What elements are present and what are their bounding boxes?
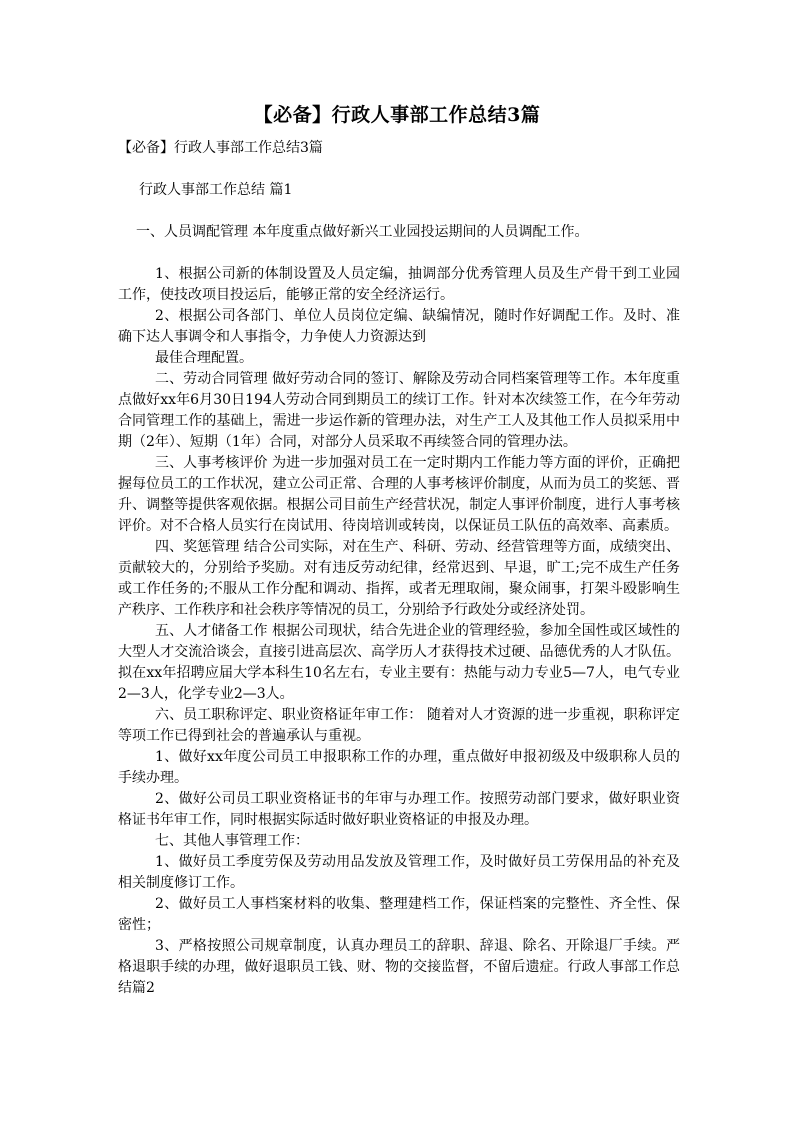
paragraph: 1、做好员工季度劳保及劳动用品发放及管理工作，及时做好员工劳保用品的补充及相关制度修订工作。: [118, 854, 680, 891]
paragraph: 1、做好xx年度公司员工申报职称工作的办理，重点做好申报初级及中级职称人员的手续办理。: [118, 749, 680, 786]
paragraph: 2、做好员工人事档案材料的收集、整理建档工作，保证档案的完整性、齐全性、保密性；: [118, 896, 680, 933]
paragraph: 四、奖惩管理 结合公司实际，对在生产、科研、劳动、经营管理等方面，成绩突出、贡献较大的，分别给予奖励。对有违反劳动纪律，经常迟到、早退，旷工;完不成生产任务或工作任务的;不服从工作分配和调动、指挥，或者无理取闹，聚众闹事，打架斗殴影响生产秩序、工作秩序和社会秩序等情况的员工，分别给予行政处分或经济处罚。: [118, 539, 680, 618]
paragraph: 一、人员调配管理 本年度重点做好新兴工业园投运期间的人员调配工作。: [136, 224, 589, 240]
paragraph: 二、劳动合同管理 做好劳动合同的签订、解除及劳动合同档案管理等工作。本年度重点做好xx年6月30日194人劳动合同到期员工的续订工作。针对本次续签工作，在今年劳动合同管理工作的基础上，需进一步运作新的管理办法，对生产工人及其他工作人员拟采用中期（2年）、短期（1年）合同，对部分人员采取不再续签合同的管理办法。: [118, 371, 680, 450]
paragraph: 3、严格按照公司规章制度，认真办理员工的辞职、辞退、除名、开除退厂手续。严格退职手续的办理，做好退职员工钱、财、物的交接监督，不留后遗症。行政人事部工作总结篇2: [118, 938, 680, 996]
paragraph: 三、人事考核评价 为进一步加强对员工在一定时期内工作能力等方面的评价，正确把握每位员工的工作状况，建立公司正常、合理的人事考核评价制度，从而为员工的奖惩、晋升、调整等提供客观依据。根据公司目前生产经营状况，制定人事评价制度，进行人事考核评价。对不合格人员实行在岗试用、待岗培训或转岗，以保证员工队伍的高效率、高素质。: [118, 455, 680, 534]
paragraph: 2、根据公司各部门、单位人员岗位定编、缺编情况，随时作好调配工作。及时、准确下达人事调令和人事指令，力争使人力资源达到: [118, 308, 680, 345]
paragraph: 最佳合理配置。: [155, 350, 253, 366]
document-title: 【必备】行政人事部工作总结3篇: [253, 104, 541, 126]
section-heading: 行政人事部工作总结 篇1: [139, 182, 293, 198]
document-body: [118, 138, 680, 999]
paragraph: 七、其他人事管理工作：: [155, 833, 309, 849]
paragraph: 五、人才储备工作 根据公司现状，结合先进企业的管理经验，参加全国性或区域性的大型人才交流洽谈会，直接引进高层次、高学历人才获得技术过硬、品德优秀的人才队伍。拟在xx年招聘应届大学本科生10名左右，专业主要有：热能与动力专业5—7人，电气专业2—3人，化学专业2—3人。: [118, 623, 680, 702]
paragraph: 1、根据公司新的体制设置及人员定编，抽调部分优秀管理人员及生产骨干到工业园工作，使技改项目投运后，能够正常的安全经济运行。: [118, 266, 680, 303]
paragraph: 六、员工职称评定、职业资格证年审工作： 随着对人才资源的进一步重视，职称评定等项工作已得到社会的普遍承认与重视。: [118, 707, 680, 744]
paragraph: 2、做好公司员工职业资格证书的年审与办理工作。按照劳动部门要求，做好职业资格证书年审工作，同时根据实际适时做好职业资格证的申报及办理。: [118, 791, 680, 828]
document-subtitle: 【必备】行政人事部工作总结3篇: [118, 140, 323, 156]
